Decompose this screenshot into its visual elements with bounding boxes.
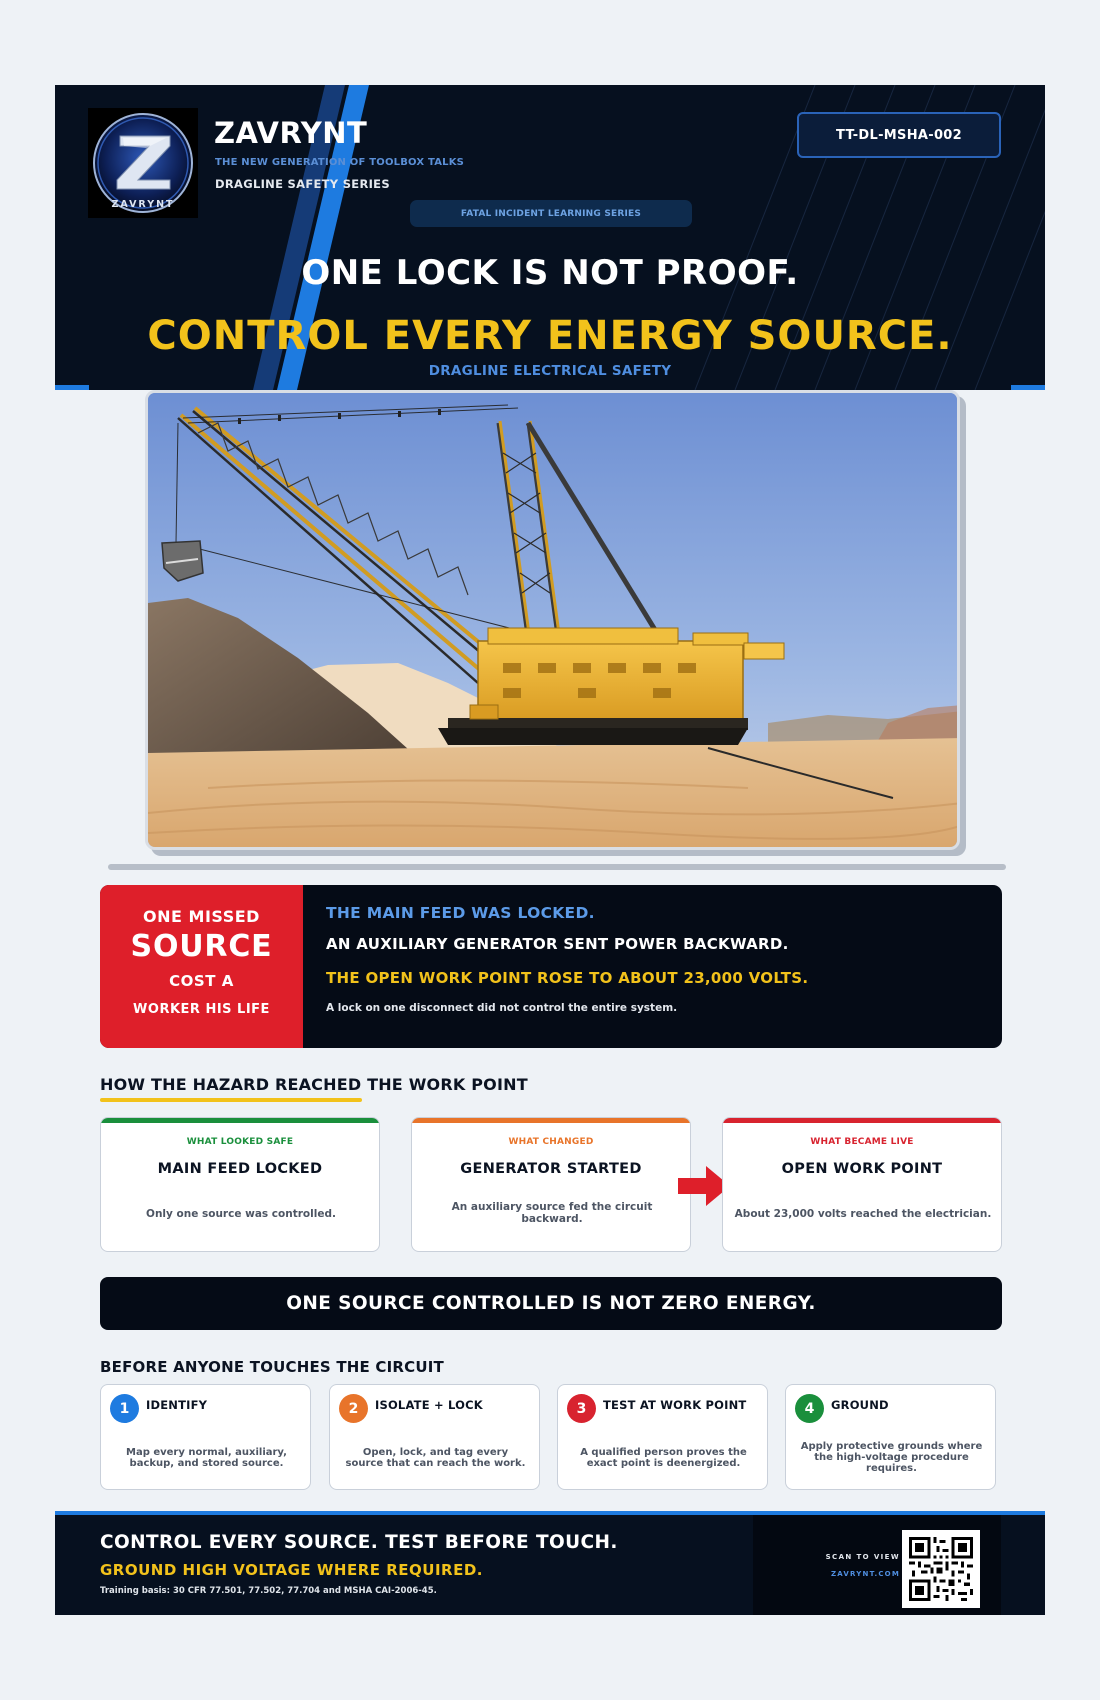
incident-fact-3: THE OPEN WORK POINT ROSE TO ABOUT 23,000 VOLTS.: [326, 969, 809, 987]
steps-section-title: BEFORE ANYONE TOUCHES THE CIRCUIT: [100, 1358, 444, 1376]
step-description: Open, lock, and tag every source that can reach the work.: [345, 1447, 526, 1469]
callout-line-1: ONE MISSED: [143, 907, 260, 926]
card-kicker: WHAT BECAME LIVE: [810, 1137, 914, 1147]
incident-callout: [100, 885, 303, 1048]
hazard-card-safe: [100, 1117, 380, 1252]
step-number-badge: 2: [339, 1394, 368, 1423]
step-description: A qualified person proves the exact point is deenergized.: [580, 1447, 747, 1469]
card-title: GENERATOR STARTED: [460, 1161, 642, 1177]
step-number-badge: 3: [567, 1394, 596, 1423]
step-description: Map every normal, auxiliary, backup, and stored source.: [126, 1447, 287, 1469]
card-description: About 23,000 volts reached the electrician.: [734, 1208, 992, 1220]
scan-panel: [753, 1515, 1001, 1615]
hazard-section-title: HOW THE HAZARD REACHED THE WORK POINT: [100, 1075, 528, 1094]
card-title: MAIN FEED LOCKED: [157, 1161, 323, 1177]
footer-headline: CONTROL EVERY SOURCE. TEST BEFORE TOUCH.: [100, 1532, 618, 1553]
accent-strip-left: [55, 385, 89, 390]
dragline-photo: [145, 390, 960, 850]
hazard-card-live: [722, 1117, 1002, 1252]
footer-subheadline: GROUND HIGH VOLTAGE WHERE REQUIRED.: [100, 1561, 483, 1579]
headline-subtitle: DRAGLINE ELECTRICAL SAFETY: [428, 363, 672, 379]
step-title: TEST AT WORK POINT: [603, 1398, 747, 1412]
qr-code-graphic: [909, 1537, 973, 1601]
incident-fact-2: AN AUXILIARY GENERATOR SENT POWER BACKWARD.: [326, 935, 789, 953]
card-kicker: WHAT CHANGED: [508, 1137, 594, 1147]
qr-code-icon[interactable]: [902, 1530, 980, 1608]
card-kicker: WHAT LOOKED SAFE: [186, 1137, 294, 1147]
step-description: Apply protective grounds where the high-voltage procedure requires.: [800, 1441, 983, 1474]
slogan-bar: ONE SOURCE CONTROLLED IS NOT ZERO ENERGY.: [100, 1277, 1002, 1330]
header-banner: [55, 85, 1045, 390]
incident-banner: [100, 885, 1002, 1048]
step-title: IDENTIFY: [146, 1398, 208, 1412]
hazard-card-changed: [411, 1117, 691, 1252]
scan-label: SCAN TO VIEW: [825, 1553, 900, 1561]
step-card-identify: [100, 1384, 311, 1490]
scan-url-link[interactable]: ZAVRYNT.COM: [831, 1570, 900, 1578]
step-number-badge: 4: [795, 1394, 824, 1423]
photo-shadow: [108, 864, 1006, 870]
footer-banner: [55, 1511, 1045, 1615]
step-title: ISOLATE + LOCK: [375, 1398, 483, 1412]
headline-secondary: CONTROL EVERY ENERGY SOURCE.: [147, 313, 953, 359]
callout-line-3: COST A: [169, 972, 234, 990]
card-topbar: [101, 1118, 379, 1123]
card-title: OPEN WORK POINT: [781, 1161, 943, 1177]
step-card-test: [557, 1384, 768, 1490]
card-topbar: [723, 1118, 1001, 1123]
callout-line-4: WORKER HIS LIFE: [133, 1002, 270, 1017]
accent-strip-right: [1011, 385, 1045, 390]
step-card-isolate-lock: [329, 1384, 540, 1490]
card-topbar: [412, 1118, 690, 1123]
document-code-badge: TT-DL-MSHA-002: [797, 112, 1001, 158]
headline-primary: ONE LOCK IS NOT PROOF.: [301, 253, 799, 293]
incident-fact-1: THE MAIN FEED WAS LOCKED.: [326, 904, 595, 922]
callout-line-2: SOURCE: [130, 929, 273, 964]
dragline-illustration: [148, 393, 960, 850]
card-description: Only one source was controlled.: [146, 1208, 336, 1220]
step-card-ground: [785, 1384, 996, 1490]
brand-name: ZAVRYNT: [214, 116, 368, 150]
step-number-badge: 1: [110, 1394, 139, 1423]
footer-training-basis: Training basis: 30 CFR 77.501, 77.502, 77.704 and MSHA CAI-2006-45.: [100, 1586, 437, 1596]
logo-wordmark: ZAVRYNT: [111, 199, 175, 210]
step-title: GROUND: [831, 1398, 889, 1412]
card-description: An auxiliary source fed the circuit backward.: [451, 1201, 653, 1225]
incident-note: A lock on one disconnect did not control the entire system.: [326, 1002, 678, 1014]
brand-tagline: THE NEW GENERATION OF TOOLBOX TALKS: [215, 157, 465, 168]
brand-series: DRAGLINE SAFETY SERIES: [215, 177, 390, 191]
series-pill: FATAL INCIDENT LEARNING SERIES: [410, 200, 692, 227]
hazard-title-underline: [100, 1098, 362, 1102]
